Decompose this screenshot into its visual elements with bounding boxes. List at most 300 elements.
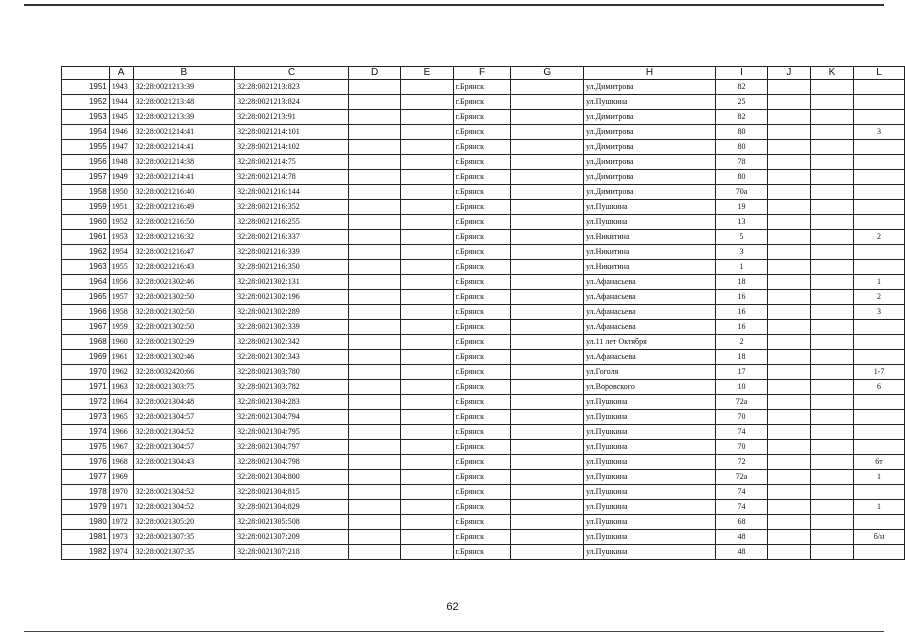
- cell-i[interactable]: 16: [716, 320, 768, 335]
- cell-h[interactable]: ул.Пушкина: [584, 485, 716, 500]
- cell-g[interactable]: [511, 425, 584, 440]
- cell-h[interactable]: ул.Пушкина: [584, 470, 716, 485]
- cell-j[interactable]: [767, 545, 810, 560]
- cell-g[interactable]: [511, 500, 584, 515]
- cell-k[interactable]: [810, 95, 853, 110]
- cell-i[interactable]: 70: [716, 410, 768, 425]
- cell-f[interactable]: г.Брянск: [453, 185, 511, 200]
- cell-l[interactable]: [854, 200, 905, 215]
- cell-b[interactable]: 32:28:0021213:39: [133, 80, 235, 95]
- cell-h[interactable]: ул.Пушкина: [584, 95, 716, 110]
- cell-e[interactable]: [401, 140, 453, 155]
- cell-k[interactable]: [810, 125, 853, 140]
- cell-i[interactable]: 70а: [716, 185, 768, 200]
- cell-j[interactable]: [767, 320, 810, 335]
- row-number[interactable]: 1956: [62, 155, 110, 170]
- cell-c[interactable]: 32:28:0021304:795: [235, 425, 349, 440]
- cell-a[interactable]: 1970: [109, 485, 133, 500]
- cell-c[interactable]: 32:28:0021305:508: [235, 515, 349, 530]
- cell-e[interactable]: [401, 380, 453, 395]
- cell-d[interactable]: [348, 515, 400, 530]
- cell-g[interactable]: [511, 215, 584, 230]
- cell-l[interactable]: [854, 485, 905, 500]
- cell-c[interactable]: 32:28:0021304:797: [235, 440, 349, 455]
- cell-i[interactable]: 80: [716, 140, 768, 155]
- row-number[interactable]: 1959: [62, 200, 110, 215]
- cell-i[interactable]: 80: [716, 170, 768, 185]
- cell-f[interactable]: г.Брянск: [453, 200, 511, 215]
- cell-b[interactable]: 32:28:0021214:41: [133, 125, 235, 140]
- cell-a[interactable]: 1950: [109, 185, 133, 200]
- cell-g[interactable]: [511, 530, 584, 545]
- cell-a[interactable]: 1953: [109, 230, 133, 245]
- cell-j[interactable]: [767, 230, 810, 245]
- cell-g[interactable]: [511, 110, 584, 125]
- cell-i[interactable]: 80: [716, 125, 768, 140]
- cell-k[interactable]: [810, 290, 853, 305]
- cell-k[interactable]: [810, 305, 853, 320]
- cell-j[interactable]: [767, 155, 810, 170]
- row-number[interactable]: 1981: [62, 530, 110, 545]
- cell-c[interactable]: 32:28:0021302:339: [235, 320, 349, 335]
- cell-h[interactable]: ул.Никитина: [584, 245, 716, 260]
- cell-g[interactable]: [511, 455, 584, 470]
- cell-h[interactable]: ул.Пушкина: [584, 215, 716, 230]
- cell-j[interactable]: [767, 260, 810, 275]
- cell-e[interactable]: [401, 110, 453, 125]
- cell-d[interactable]: [348, 410, 400, 425]
- cell-k[interactable]: [810, 80, 853, 95]
- cell-g[interactable]: [511, 440, 584, 455]
- row-number[interactable]: 1955: [62, 140, 110, 155]
- cell-c[interactable]: 32:28:0021304:800: [235, 470, 349, 485]
- cell-g[interactable]: [511, 545, 584, 560]
- cell-k[interactable]: [810, 170, 853, 185]
- cell-l[interactable]: [854, 410, 905, 425]
- cell-a[interactable]: 1943: [109, 80, 133, 95]
- cell-b[interactable]: 32:28:0021216:32: [133, 230, 235, 245]
- cell-g[interactable]: [511, 95, 584, 110]
- cell-e[interactable]: [401, 440, 453, 455]
- cell-k[interactable]: [810, 155, 853, 170]
- cell-i[interactable]: 48: [716, 530, 768, 545]
- cell-e[interactable]: [401, 320, 453, 335]
- row-number[interactable]: 1980: [62, 515, 110, 530]
- cell-c[interactable]: 32:28:0021302:196: [235, 290, 349, 305]
- cell-f[interactable]: г.Брянск: [453, 530, 511, 545]
- cell-b[interactable]: 32:28:0021216:49: [133, 200, 235, 215]
- cell-b[interactable]: 32:28:0021302:46: [133, 350, 235, 365]
- cell-l[interactable]: 6т: [854, 455, 905, 470]
- cell-a[interactable]: 1961: [109, 350, 133, 365]
- cell-h[interactable]: ул.Афанасьева: [584, 275, 716, 290]
- cell-c[interactable]: 32:28:0021214:101: [235, 125, 349, 140]
- cell-g[interactable]: [511, 485, 584, 500]
- cell-g[interactable]: [511, 230, 584, 245]
- cell-d[interactable]: [348, 485, 400, 500]
- cell-b[interactable]: 32:28:0021304:43: [133, 455, 235, 470]
- cell-a[interactable]: 1956: [109, 275, 133, 290]
- column-header[interactable]: C: [235, 67, 349, 80]
- cell-k[interactable]: [810, 485, 853, 500]
- cell-e[interactable]: [401, 395, 453, 410]
- cell-h[interactable]: ул.Афанасьева: [584, 320, 716, 335]
- cell-l[interactable]: 1-7: [854, 365, 905, 380]
- cell-g[interactable]: [511, 80, 584, 95]
- cell-c[interactable]: 32:28:0021304:798: [235, 455, 349, 470]
- cell-i[interactable]: 25: [716, 95, 768, 110]
- cell-g[interactable]: [511, 125, 584, 140]
- column-header[interactable]: E: [401, 67, 453, 80]
- cell-k[interactable]: [810, 140, 853, 155]
- row-number[interactable]: 1982: [62, 545, 110, 560]
- cell-a[interactable]: 1952: [109, 215, 133, 230]
- cell-k[interactable]: [810, 230, 853, 245]
- cell-f[interactable]: г.Брянск: [453, 110, 511, 125]
- cell-j[interactable]: [767, 290, 810, 305]
- cell-i[interactable]: 18: [716, 275, 768, 290]
- row-number[interactable]: 1964: [62, 275, 110, 290]
- cell-d[interactable]: [348, 305, 400, 320]
- row-number[interactable]: 1965: [62, 290, 110, 305]
- row-number[interactable]: 1953: [62, 110, 110, 125]
- column-header[interactable]: G: [511, 67, 584, 80]
- cell-j[interactable]: [767, 215, 810, 230]
- cell-d[interactable]: [348, 395, 400, 410]
- cell-h[interactable]: ул.Пушкина: [584, 500, 716, 515]
- cell-h[interactable]: ул.Афанасьева: [584, 350, 716, 365]
- cell-l[interactable]: б/н: [854, 530, 905, 545]
- cell-k[interactable]: [810, 440, 853, 455]
- cell-l[interactable]: [854, 440, 905, 455]
- cell-k[interactable]: [810, 500, 853, 515]
- cell-a[interactable]: 1949: [109, 170, 133, 185]
- cell-j[interactable]: [767, 530, 810, 545]
- cell-i[interactable]: 82: [716, 110, 768, 125]
- cell-c[interactable]: 32:28:0021214:102: [235, 140, 349, 155]
- cell-f[interactable]: г.Брянск: [453, 515, 511, 530]
- cell-d[interactable]: [348, 95, 400, 110]
- cell-d[interactable]: [348, 140, 400, 155]
- cell-a[interactable]: 1958: [109, 305, 133, 320]
- cell-e[interactable]: [401, 530, 453, 545]
- cell-b[interactable]: 32:28:0021303:75: [133, 380, 235, 395]
- cell-f[interactable]: г.Брянск: [453, 335, 511, 350]
- cell-d[interactable]: [348, 530, 400, 545]
- cell-d[interactable]: [348, 245, 400, 260]
- cell-j[interactable]: [767, 185, 810, 200]
- cell-h[interactable]: ул.Пушкина: [584, 395, 716, 410]
- cell-a[interactable]: 1964: [109, 395, 133, 410]
- cell-k[interactable]: [810, 425, 853, 440]
- cell-f[interactable]: г.Брянск: [453, 125, 511, 140]
- cell-a[interactable]: 1963: [109, 380, 133, 395]
- cell-f[interactable]: г.Брянск: [453, 230, 511, 245]
- cell-e[interactable]: [401, 305, 453, 320]
- cell-a[interactable]: 1957: [109, 290, 133, 305]
- cell-c[interactable]: 32:28:0021307:218: [235, 545, 349, 560]
- cell-l[interactable]: 2: [854, 290, 905, 305]
- cell-b[interactable]: 32:28:0021216:40: [133, 185, 235, 200]
- cell-c[interactable]: 32:28:0021213:824: [235, 95, 349, 110]
- cell-f[interactable]: г.Брянск: [453, 470, 511, 485]
- cell-d[interactable]: [348, 320, 400, 335]
- row-number[interactable]: 1952: [62, 95, 110, 110]
- cell-l[interactable]: 1: [854, 500, 905, 515]
- cell-g[interactable]: [511, 170, 584, 185]
- cell-h[interactable]: ул.Димитрова: [584, 185, 716, 200]
- cell-a[interactable]: 1966: [109, 425, 133, 440]
- cell-g[interactable]: [511, 470, 584, 485]
- cell-i[interactable]: 5: [716, 230, 768, 245]
- cell-l[interactable]: 3: [854, 305, 905, 320]
- cell-f[interactable]: г.Брянск: [453, 500, 511, 515]
- cell-j[interactable]: [767, 245, 810, 260]
- cell-f[interactable]: г.Брянск: [453, 170, 511, 185]
- cell-i[interactable]: 18: [716, 350, 768, 365]
- cell-d[interactable]: [348, 500, 400, 515]
- cell-j[interactable]: [767, 95, 810, 110]
- cell-e[interactable]: [401, 125, 453, 140]
- cell-f[interactable]: г.Брянск: [453, 455, 511, 470]
- cell-j[interactable]: [767, 170, 810, 185]
- cell-d[interactable]: [348, 365, 400, 380]
- cell-a[interactable]: 1948: [109, 155, 133, 170]
- cell-d[interactable]: [348, 170, 400, 185]
- cell-a[interactable]: 1972: [109, 515, 133, 530]
- cell-b[interactable]: 32:28:0021304:52: [133, 500, 235, 515]
- row-number[interactable]: 1976: [62, 455, 110, 470]
- cell-h[interactable]: ул.Димитрова: [584, 125, 716, 140]
- cell-h[interactable]: ул.Никитина: [584, 260, 716, 275]
- cell-e[interactable]: [401, 470, 453, 485]
- cell-l[interactable]: [854, 245, 905, 260]
- cell-j[interactable]: [767, 80, 810, 95]
- cell-c[interactable]: 32:28:0021214:75: [235, 155, 349, 170]
- cell-b[interactable]: 32:28:0021216:47: [133, 245, 235, 260]
- cell-c[interactable]: 32:28:0021304:815: [235, 485, 349, 500]
- cell-g[interactable]: [511, 260, 584, 275]
- cell-i[interactable]: 70: [716, 440, 768, 455]
- cell-e[interactable]: [401, 515, 453, 530]
- cell-h[interactable]: ул.Пушкина: [584, 545, 716, 560]
- cell-a[interactable]: 1945: [109, 110, 133, 125]
- cell-l[interactable]: [854, 80, 905, 95]
- cell-b[interactable]: 32:28:0021214:41: [133, 170, 235, 185]
- cell-a[interactable]: 1967: [109, 440, 133, 455]
- cell-g[interactable]: [511, 320, 584, 335]
- cell-a[interactable]: 1954: [109, 245, 133, 260]
- row-number[interactable]: 1967: [62, 320, 110, 335]
- cell-i[interactable]: 74: [716, 485, 768, 500]
- cell-l[interactable]: [854, 260, 905, 275]
- cell-e[interactable]: [401, 500, 453, 515]
- row-number[interactable]: 1961: [62, 230, 110, 245]
- cell-f[interactable]: г.Брянск: [453, 350, 511, 365]
- cell-h[interactable]: ул.Никитина: [584, 230, 716, 245]
- cell-k[interactable]: [810, 275, 853, 290]
- cell-l[interactable]: 2: [854, 230, 905, 245]
- cell-e[interactable]: [401, 185, 453, 200]
- row-number[interactable]: 1960: [62, 215, 110, 230]
- cell-j[interactable]: [767, 305, 810, 320]
- cell-c[interactable]: 32:28:0021214:78: [235, 170, 349, 185]
- cell-d[interactable]: [348, 350, 400, 365]
- cell-a[interactable]: 1965: [109, 410, 133, 425]
- cell-e[interactable]: [401, 200, 453, 215]
- cell-d[interactable]: [348, 215, 400, 230]
- cell-f[interactable]: г.Брянск: [453, 275, 511, 290]
- cell-k[interactable]: [810, 185, 853, 200]
- cell-f[interactable]: г.Брянск: [453, 155, 511, 170]
- cell-g[interactable]: [511, 140, 584, 155]
- row-number[interactable]: 1971: [62, 380, 110, 395]
- cell-b[interactable]: 32:28:0021304:57: [133, 440, 235, 455]
- cell-h[interactable]: ул.Пушкина: [584, 200, 716, 215]
- cell-d[interactable]: [348, 455, 400, 470]
- cell-k[interactable]: [810, 245, 853, 260]
- cell-l[interactable]: 6: [854, 380, 905, 395]
- cell-e[interactable]: [401, 455, 453, 470]
- cell-l[interactable]: [854, 110, 905, 125]
- cell-f[interactable]: г.Брянск: [453, 380, 511, 395]
- cell-i[interactable]: 68: [716, 515, 768, 530]
- row-number[interactable]: 1975: [62, 440, 110, 455]
- cell-e[interactable]: [401, 80, 453, 95]
- cell-i[interactable]: 16: [716, 290, 768, 305]
- cell-b[interactable]: 32:28:0021302:29: [133, 335, 235, 350]
- cell-j[interactable]: [767, 275, 810, 290]
- cell-c[interactable]: 32:28:0021213:91: [235, 110, 349, 125]
- cell-j[interactable]: [767, 380, 810, 395]
- cell-j[interactable]: [767, 110, 810, 125]
- cell-i[interactable]: 72: [716, 455, 768, 470]
- cell-g[interactable]: [511, 185, 584, 200]
- cell-k[interactable]: [810, 365, 853, 380]
- cell-h[interactable]: ул.Воровского: [584, 380, 716, 395]
- cell-i[interactable]: 72а: [716, 470, 768, 485]
- row-number[interactable]: 1978: [62, 485, 110, 500]
- cell-a[interactable]: 1955: [109, 260, 133, 275]
- cell-c[interactable]: 32:28:0021213:823: [235, 80, 349, 95]
- row-number[interactable]: 1969: [62, 350, 110, 365]
- cell-l[interactable]: [854, 170, 905, 185]
- cell-i[interactable]: 16: [716, 305, 768, 320]
- cell-i[interactable]: 10: [716, 380, 768, 395]
- cell-h[interactable]: ул.Афанасьева: [584, 305, 716, 320]
- cell-k[interactable]: [810, 215, 853, 230]
- cell-b[interactable]: 32:28:0021304:52: [133, 425, 235, 440]
- cell-j[interactable]: [767, 485, 810, 500]
- cell-d[interactable]: [348, 380, 400, 395]
- cell-l[interactable]: [854, 140, 905, 155]
- cell-h[interactable]: ул.Димитрова: [584, 110, 716, 125]
- cell-b[interactable]: 32:28:0021213:48: [133, 95, 235, 110]
- cell-d[interactable]: [348, 200, 400, 215]
- cell-i[interactable]: 3: [716, 245, 768, 260]
- cell-e[interactable]: [401, 215, 453, 230]
- cell-e[interactable]: [401, 350, 453, 365]
- cell-e[interactable]: [401, 170, 453, 185]
- cell-d[interactable]: [348, 125, 400, 140]
- cell-e[interactable]: [401, 425, 453, 440]
- cell-d[interactable]: [348, 290, 400, 305]
- cell-l[interactable]: [854, 545, 905, 560]
- cell-b[interactable]: 32:28:0021307:35: [133, 545, 235, 560]
- cell-h[interactable]: ул.Гоголя: [584, 365, 716, 380]
- cell-i[interactable]: 48: [716, 545, 768, 560]
- cell-e[interactable]: [401, 155, 453, 170]
- cell-f[interactable]: г.Брянск: [453, 290, 511, 305]
- cell-a[interactable]: 1946: [109, 125, 133, 140]
- cell-f[interactable]: г.Брянск: [453, 245, 511, 260]
- cell-d[interactable]: [348, 80, 400, 95]
- cell-g[interactable]: [511, 305, 584, 320]
- cell-d[interactable]: [348, 185, 400, 200]
- cell-c[interactable]: 32:28:0021302:131: [235, 275, 349, 290]
- cell-l[interactable]: [854, 515, 905, 530]
- cell-a[interactable]: 1960: [109, 335, 133, 350]
- cell-k[interactable]: [810, 320, 853, 335]
- cell-c[interactable]: 32:28:0021304:283: [235, 395, 349, 410]
- cell-c[interactable]: 32:28:0021216:350: [235, 260, 349, 275]
- cell-h[interactable]: ул.Пушкина: [584, 440, 716, 455]
- cell-c[interactable]: 32:28:0021216:144: [235, 185, 349, 200]
- cell-a[interactable]: 1969: [109, 470, 133, 485]
- cell-a[interactable]: 1973: [109, 530, 133, 545]
- cell-e[interactable]: [401, 485, 453, 500]
- cell-b[interactable]: [133, 470, 235, 485]
- column-header[interactable]: H: [584, 67, 716, 80]
- cell-h[interactable]: ул.11 лет Октября: [584, 335, 716, 350]
- cell-a[interactable]: 1962: [109, 365, 133, 380]
- cell-d[interactable]: [348, 110, 400, 125]
- cell-h[interactable]: ул.Пушкина: [584, 410, 716, 425]
- row-number[interactable]: 1962: [62, 245, 110, 260]
- cell-e[interactable]: [401, 410, 453, 425]
- row-number[interactable]: 1970: [62, 365, 110, 380]
- cell-f[interactable]: г.Брянск: [453, 320, 511, 335]
- cell-i[interactable]: 74: [716, 425, 768, 440]
- cell-i[interactable]: 19: [716, 200, 768, 215]
- cell-i[interactable]: 2: [716, 335, 768, 350]
- cell-d[interactable]: [348, 440, 400, 455]
- cell-f[interactable]: г.Брянск: [453, 80, 511, 95]
- row-number[interactable]: 1979: [62, 500, 110, 515]
- column-header[interactable]: I: [716, 67, 768, 80]
- cell-g[interactable]: [511, 350, 584, 365]
- cell-j[interactable]: [767, 140, 810, 155]
- cell-d[interactable]: [348, 155, 400, 170]
- cell-e[interactable]: [401, 335, 453, 350]
- cell-h[interactable]: ул.Пушкина: [584, 515, 716, 530]
- cell-f[interactable]: г.Брянск: [453, 440, 511, 455]
- cell-e[interactable]: [401, 95, 453, 110]
- cell-f[interactable]: г.Брянск: [453, 365, 511, 380]
- cell-k[interactable]: [810, 410, 853, 425]
- cell-b[interactable]: 32:28:0021216:50: [133, 215, 235, 230]
- cell-f[interactable]: г.Брянск: [453, 395, 511, 410]
- row-number[interactable]: 1958: [62, 185, 110, 200]
- cell-f[interactable]: г.Брянск: [453, 410, 511, 425]
- cell-h[interactable]: ул.Димитрова: [584, 140, 716, 155]
- cell-d[interactable]: [348, 230, 400, 245]
- cell-i[interactable]: 17: [716, 365, 768, 380]
- cell-c[interactable]: 32:28:0021216:339: [235, 245, 349, 260]
- cell-j[interactable]: [767, 470, 810, 485]
- cell-d[interactable]: [348, 425, 400, 440]
- cell-l[interactable]: [854, 335, 905, 350]
